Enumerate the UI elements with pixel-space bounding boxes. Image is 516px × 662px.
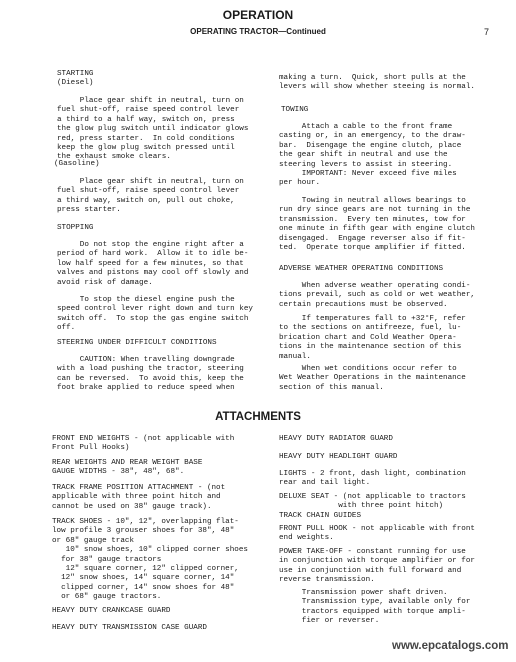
- steering-text: CAUTION: When travelling downgrade with a load pushing the tractor, steering can be reversed. To avoid this, keep the foot brake applied to reduce speed when: [57, 356, 244, 393]
- gasoline-text: Place gear shift in neutral, turn on fuel shut-off, raise speed control lever a third way, switch on, pull out choke, press starter.: [57, 178, 244, 215]
- adverse-weather-text-2: If temperatures fall to +32°F, refer to the sections on antifreeze, fuel, lu- brication chart and Cold Weather Opera- tions in the maintenance section of this manual.: [279, 315, 466, 361]
- page-number: 7: [484, 27, 490, 37]
- list-item: HEAVY DUTY HEADLIGHT GUARD: [279, 453, 398, 461]
- page-title: OPERATION: [222, 8, 294, 22]
- attachments-title: ATTACHMENTS: [215, 411, 301, 423]
- steering-continuation: making a turn. Quick, short pulls at the levers will show whether steeing is normal.: [279, 74, 475, 92]
- list-item: FRONT END WEIGHTS - (not applicable with Front Pull Hooks): [52, 435, 235, 453]
- list-item: FRONT PULL HOOK - not applicable with front end weights.: [279, 525, 475, 543]
- adverse-weather-heading: ADVERSE WEATHER OPERATING CONDITIONS: [279, 265, 444, 273]
- watermark: www.epcatalogs.com: [392, 640, 509, 652]
- stopping-text-2: To stop the diesel engine push the speed control lever right down and turn key switch off. To stop the gas engine switch off.: [57, 296, 253, 333]
- towing-text-3: Towing in neutral allows bearings to run dry since gears are not turning in the transmission. Every ten minutes, tow for one minute in fifth gear with engine clutch disengaged. Engage reverser also if fit- ted. Operate torque amplifier if fitted.: [279, 197, 475, 253]
- list-item: DELUXE SEAT - (not applicable to tractors with three point hitch) TRACK CHAIN GUIDES: [279, 493, 466, 520]
- adverse-weather-text-1: When adverse weather operating condi- tions prevail, such as cold or wet weather, certain precautions must be observed.: [279, 282, 475, 309]
- list-item: TRACK FRAME POSITION ATTACHMENT - (not applicable with three point hitch and cannot be used on 38" gauge track).: [52, 484, 226, 511]
- adverse-weather-text-3: When wet conditions occur refer to Wet Weather Operations in the maintenance section of this manual.: [279, 365, 466, 392]
- stopping-text-1: Do not stop the engine right after a period of hard work. Allow it to idle be- low half speed for a few minutes, so that valves and pistons may cool off slowly and avoid risk of damage.: [57, 241, 249, 287]
- list-item: Transmission power shaft driven. Transmission type, available only for tractors equipped with torque ampli- fier or reverser.: [301, 589, 471, 626]
- stopping-heading: STOPPING: [57, 224, 94, 232]
- list-item: HEAVY DUTY TRANSMISSION CASE GUARD: [52, 624, 207, 632]
- list-item: LIGHTS - 2 front, dash light, combination rear and tail light.: [279, 470, 466, 488]
- towing-heading: TOWING: [281, 106, 309, 114]
- starting-diesel-text: Place gear shift in neutral, turn on fuel shut-off, raise speed control lever a third to a half way, switch on, press the glow plug switch until indicator glows red, press starter. In cold conditions keep the glow plug switch pressed until the exhaust smoke clears.: [57, 97, 249, 162]
- towing-text-2: IMPORTANT: Never exceed five miles per hour.: [279, 170, 457, 188]
- list-item: POWER TAKE-OFF - constant running for use in conjunction with torque amplifier or for use in conjunction with full forward and reverse transmission.: [279, 548, 475, 585]
- gasoline-heading: (Gasoline): [54, 160, 100, 168]
- list-item: HEAVY DUTY RADIATOR GUARD: [279, 435, 393, 443]
- steering-heading: STEERING UNDER DIFFICULT CONDITIONS: [57, 339, 217, 347]
- towing-text-1: Attach a cable to the front frame casting or, in an emergency, to the draw- bar. Disengage the engine clutch, place the gear shift in neutral and use the steering levers to assist in steering.: [279, 123, 466, 169]
- starting-heading: STARTING (Diesel): [57, 70, 94, 88]
- list-item: TRACK SHOES - 10", 12", overlapping flat- low profile 3 grouser shoes for 38", 48" or 68" gauge track 10" snow shoes, 10" clipped corner shoes for 38" gauge tractors 12" square corner, 12" clipped corner, 12" snow shoes, 14" square corner, 14" clipped corner, 14" snow shoes for 48" or 68" gauge tractors.: [52, 518, 248, 602]
- list-item: REAR WEIGHTS AND REAR WEIGHT BASE GAUGE WIDTHS - 38", 48", 68".: [52, 459, 203, 477]
- page-subtitle: OPERATING TRACTOR—Continued: [190, 27, 326, 36]
- list-item: HEAVY DUTY CRANKCASE GUARD: [52, 607, 171, 615]
